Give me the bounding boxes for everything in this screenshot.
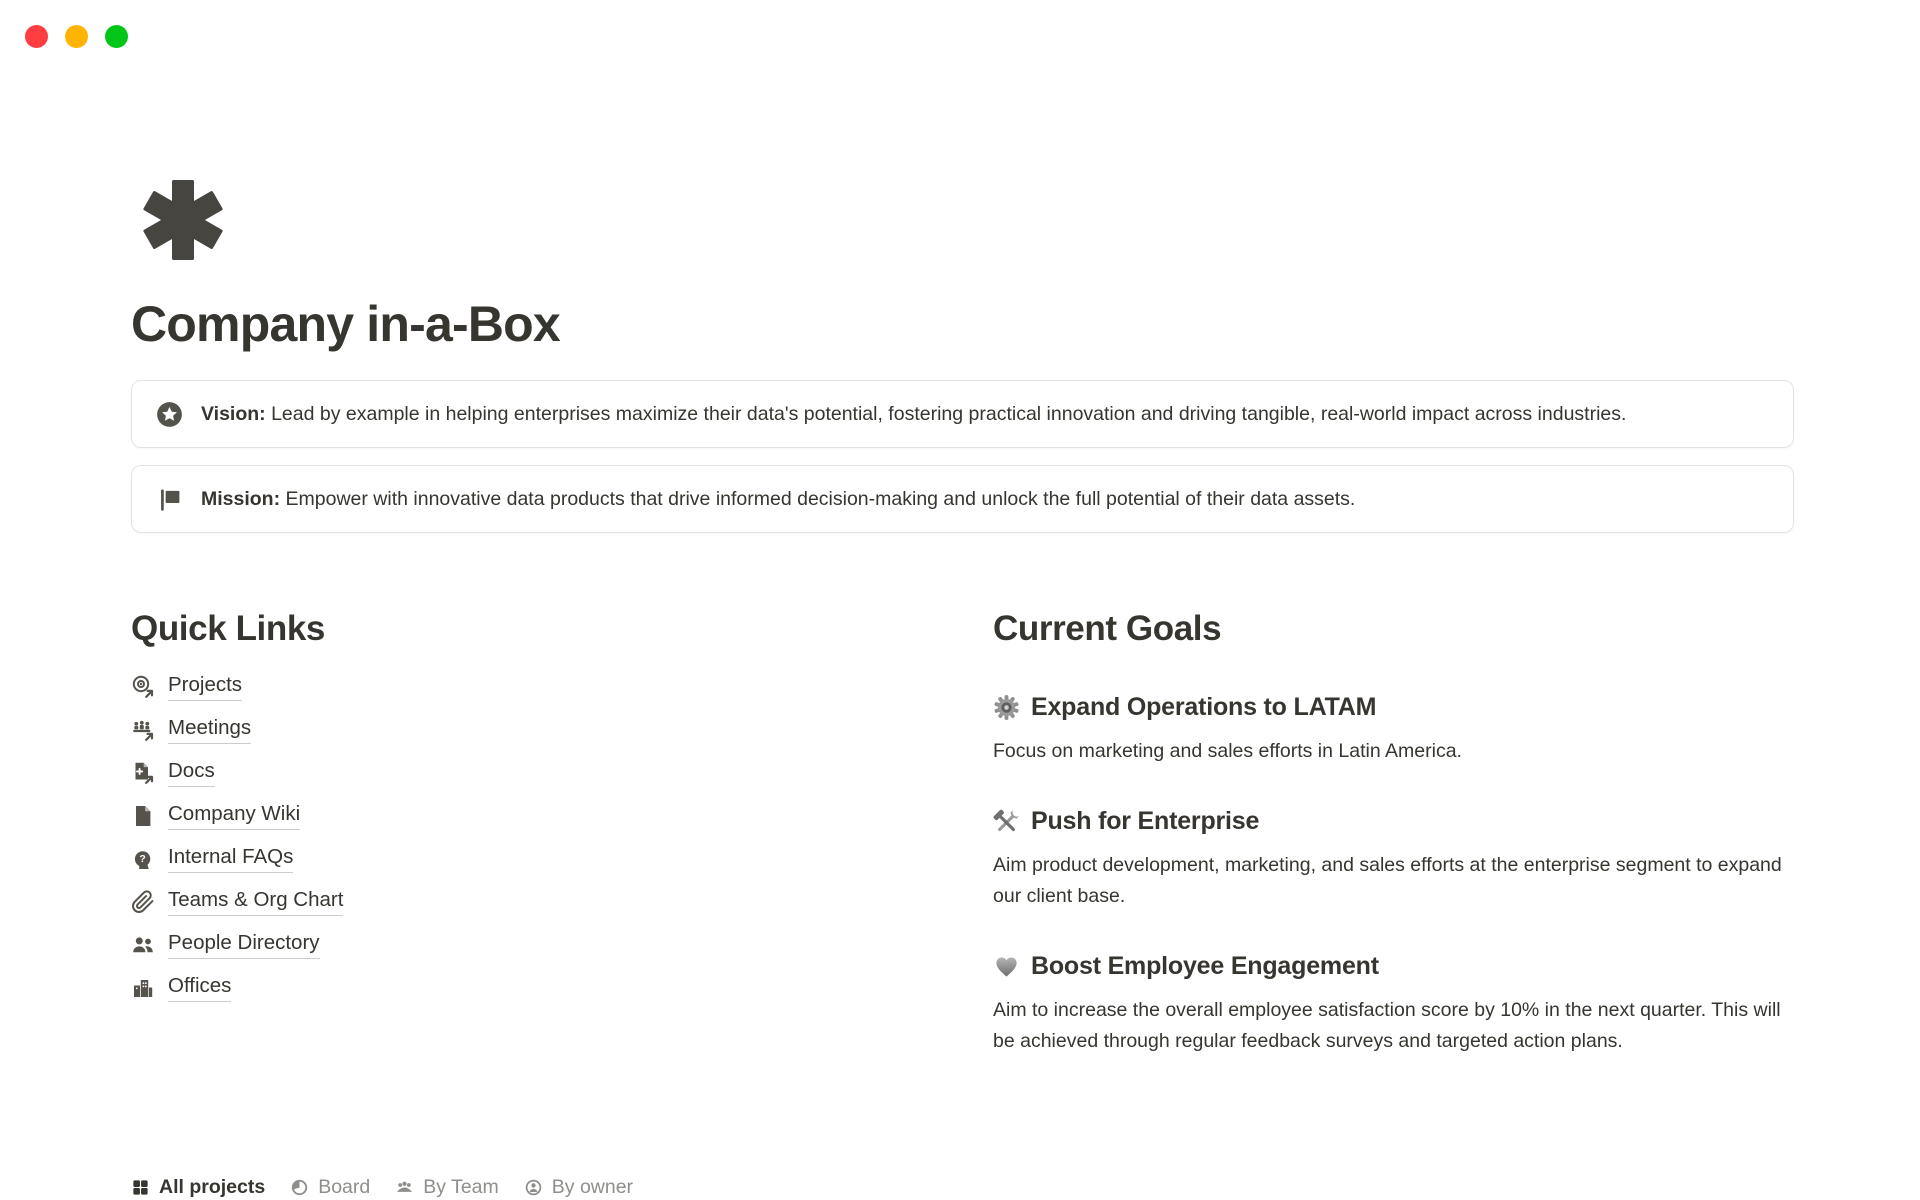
people-icon [131, 933, 155, 957]
window-controls [25, 25, 128, 48]
goal-boost-engagement-title [993, 952, 1794, 981]
page-title: Company in-a-Box [131, 296, 560, 352]
page-icon [131, 804, 155, 828]
person-in-circle-icon [524, 1178, 543, 1197]
paperclip-icon [131, 890, 155, 914]
internal-faqs-link[interactable]: Internal FAQs [168, 845, 293, 873]
goal-boost-engagement-description: Aim to increase the overall employee satisfaction score by 10% in the next quarter. This will be achieved through regular feedback surveys and targeted action plans. [993, 999, 1781, 1052]
team-icon [395, 1178, 414, 1197]
link-docs[interactable] [131, 761, 947, 785]
vision-body: Lead by example in helping enterprises maximize their data's potential, fostering practical innovation and driving tangible, real-world impact across industries. [271, 403, 1627, 425]
current-goals-heading: Current Goals [993, 609, 1222, 648]
goal-title-text: Push for Enterprise [1031, 807, 1260, 835]
quick-links-heading: Quick Links [131, 609, 325, 648]
office-building-icon [131, 976, 155, 1000]
star-in-circle-icon [156, 401, 183, 428]
goal-title-text: Boost Employee Engagement [1031, 952, 1379, 980]
quick-links-column [131, 609, 947, 1057]
meetings-link[interactable]: Meetings [168, 716, 251, 744]
database-view-tabs [131, 1176, 633, 1199]
two-column-layout [131, 609, 1794, 1057]
mission-label: Mission: [201, 488, 281, 510]
quick-links-list [131, 675, 947, 1000]
vision-label: Vision: [201, 403, 266, 425]
link-projects[interactable] [131, 675, 947, 699]
goal-push-enterprise-title [993, 807, 1794, 836]
link-people-directory[interactable] [131, 933, 947, 957]
zoom-window-button[interactable] [105, 25, 128, 48]
vision-text [201, 399, 1626, 429]
tab-all-projects[interactable] [131, 1176, 265, 1199]
vision-callout [131, 380, 1794, 448]
close-window-button[interactable] [25, 25, 48, 48]
tab-board[interactable] [290, 1176, 370, 1199]
goal-title-text: Expand Operations to LATAM [1031, 693, 1377, 721]
page-content [131, 0, 1794, 1057]
people-directory-link[interactable]: People Directory [168, 931, 320, 959]
company-wiki-link-docs[interactable]: Docs [168, 759, 215, 787]
tab-by-team[interactable] [395, 1176, 499, 1199]
hammer-and-wrench-icon [993, 808, 1020, 835]
gear-icon [993, 694, 1020, 721]
tab-label: All projects [159, 1176, 266, 1198]
head-question-icon [131, 847, 155, 871]
company-wiki-link[interactable]: Company Wiki [168, 802, 300, 830]
mission-body: Empower with innovative data products that drive informed decision-making and unlock the full potential of their data assets. [285, 488, 1356, 510]
asterisk-page-icon[interactable] [143, 180, 223, 260]
tab-by-owner[interactable] [524, 1176, 633, 1199]
link-teams-org-chart[interactable] [131, 890, 947, 914]
goal-expand-latam-title [993, 693, 1794, 722]
projects-link[interactable]: Projects [168, 673, 242, 701]
tab-label: Board [318, 1176, 371, 1198]
teams-org-chart-link[interactable]: Teams & Org Chart [168, 888, 343, 916]
link-internal-faqs[interactable] [131, 847, 947, 871]
document-plus-with-arrow-icon [131, 761, 155, 785]
tab-label: By Team [423, 1176, 499, 1198]
link-offices[interactable] [131, 976, 947, 1000]
minimize-window-button[interactable] [65, 25, 88, 48]
offices-link[interactable]: Offices [168, 974, 231, 1002]
grid-icon [131, 1178, 150, 1197]
mission-text [201, 484, 1355, 514]
meeting-with-arrow-icon [131, 718, 155, 742]
tab-label: By owner [551, 1176, 634, 1198]
goal-push-enterprise-description: Aim product development, marketing, and sales efforts at the enterprise segment to expand our client base. [993, 854, 1782, 907]
mission-callout [131, 465, 1794, 533]
progress-circle-icon [290, 1178, 309, 1197]
current-goals-column [993, 609, 1794, 1057]
link-company-wiki[interactable] [131, 804, 947, 828]
link-meetings[interactable] [131, 718, 947, 742]
goal-expand-latam-description: Focus on marketing and sales efforts in Latin America. [993, 740, 1462, 762]
svg-text:?: ? [139, 853, 146, 865]
target-with-arrow-icon [131, 675, 155, 699]
flag-icon [156, 486, 183, 513]
gray-heart-icon [993, 953, 1020, 980]
